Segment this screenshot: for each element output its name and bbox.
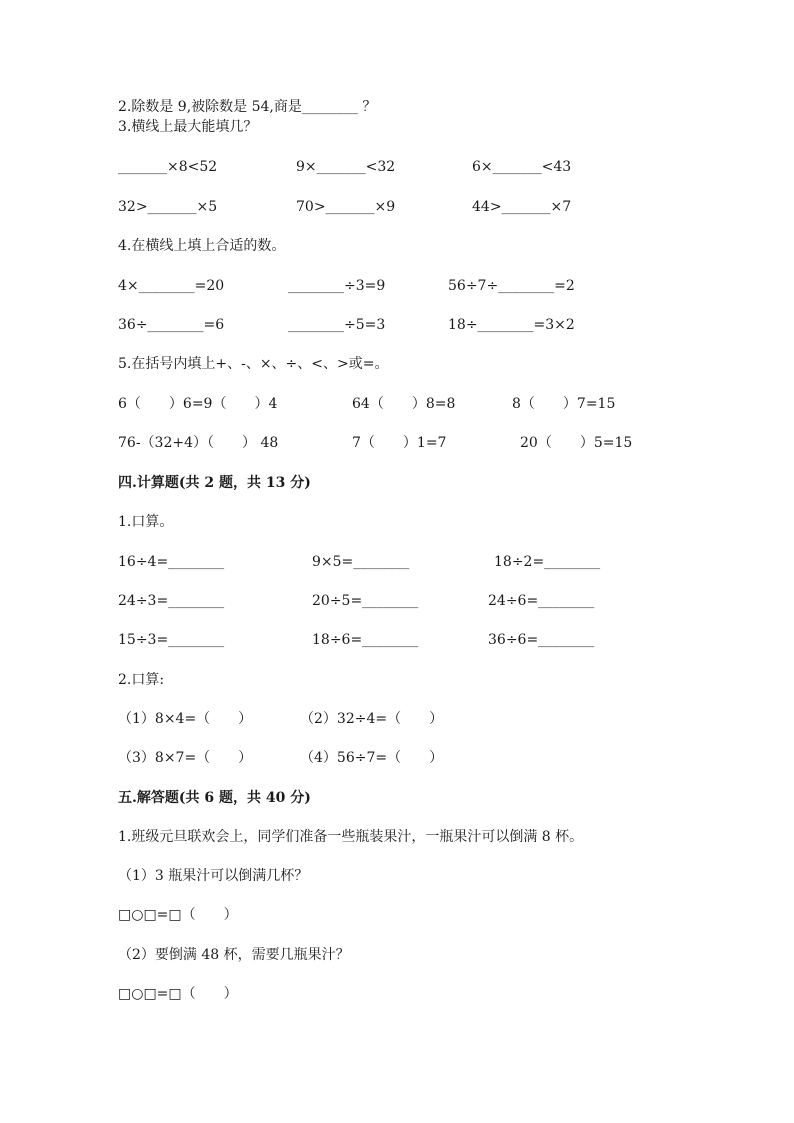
q5-item: 64（ ）8=8: [352, 396, 456, 412]
oral-calc-item: 24÷3=________: [118, 593, 225, 609]
q3-title: 3.横线上最大能填几？: [118, 119, 258, 135]
oral-calc-item: （3）8×7=（ ）: [118, 750, 253, 766]
sec5-q1-text: 1.班级元旦联欢会上，同学们准备一些瓶装果汁，一瓶果汁可以倒满 8 杯。: [118, 829, 584, 845]
sec5-q1-sub2: （2）要倒满 48 杯，需要几瓶果汁？: [118, 947, 350, 963]
oral-calc-item: 16÷4=________: [118, 554, 225, 570]
oral-calc-item: 18÷2=________: [494, 554, 601, 570]
q4-title: 4.在横线上填上合适的数。: [118, 238, 286, 254]
sec4-q2-title: 2.口算:: [118, 672, 165, 688]
oral-calc-item: 20÷5=________: [312, 593, 419, 609]
q2-line: 2.除数是 9,被除数是 54,商是________ ？: [118, 99, 377, 115]
q3-item: _______×8<52: [118, 159, 218, 175]
q3-item: 44>_______×7: [472, 199, 572, 215]
q3-item: 9×_______<32: [296, 159, 396, 175]
q5-item: 6（ ）6=9（ ）4: [118, 396, 278, 412]
sec4-q1-title: 1.口算。: [118, 514, 174, 530]
q4-item: ________÷3=9: [288, 278, 386, 294]
section-5-title: 五.解答题(共 6 题，共 40 分): [118, 790, 311, 806]
q5-item: 8（ ）7=15: [512, 396, 616, 412]
oral-calc-item: 15÷3=________: [118, 632, 225, 648]
q5-item: 20（ ）5=15: [520, 435, 633, 451]
q3-item: 70>_______×9: [296, 199, 396, 215]
q5-title: 5.在括号内填上+、-、×、÷、<、>或=。: [118, 356, 389, 372]
q4-item: 56÷7÷________=2: [448, 278, 575, 294]
sec5-q1-formula1: □○□=□（ ）: [118, 907, 238, 923]
oral-calc-item: （2）32÷4=（ ）: [300, 711, 444, 727]
sec5-q1-formula2: □○□=□（ ）: [118, 986, 238, 1002]
q4-item: 36÷________=6: [118, 317, 225, 333]
section-4-title: 四.计算题(共 2 题，共 13 分): [118, 475, 311, 491]
oral-calc-item: 18÷6=________: [312, 632, 419, 648]
oral-calc-item: 36÷6=________: [488, 632, 595, 648]
q3-item: 32>_______×5: [118, 199, 218, 215]
sec5-q1-sub1: （1）3 瓶果汁可以倒满几杯？: [118, 868, 309, 884]
q3-item: 6×_______<43: [472, 159, 572, 175]
oral-calc-item: （1）8×4=（ ）: [118, 711, 253, 727]
q4-item: 4×________=20: [118, 278, 225, 294]
oral-calc-item: 24÷6=________: [488, 593, 595, 609]
oral-calc-item: （4）56÷7=（ ）: [300, 750, 444, 766]
q5-item: 76-（32+4）（ ） 48: [118, 435, 279, 451]
q5-item: 7（ ）1=7: [352, 435, 447, 451]
oral-calc-item: 9×5=________: [312, 554, 410, 570]
q4-item: 18÷________=3×2: [448, 317, 575, 333]
q4-item: ________÷5=3: [288, 317, 386, 333]
